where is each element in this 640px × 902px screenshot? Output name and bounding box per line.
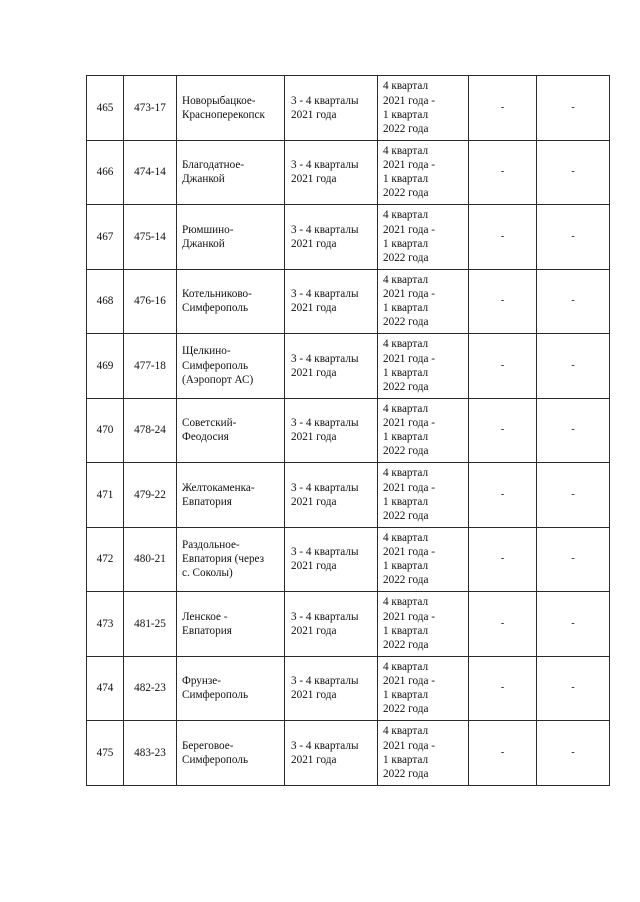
row-number-cell <box>87 527 124 592</box>
route-code-cell <box>124 463 177 528</box>
route-name: Благодатное- Джанкой <box>182 159 245 186</box>
route-name: Советский- Феодосия <box>182 417 237 444</box>
column-b-value: - <box>571 359 575 371</box>
period: 3 - 4 кварталы 2021 года <box>291 546 359 573</box>
column-b-value: - <box>571 553 575 565</box>
column-a-cell <box>469 463 537 528</box>
route-code: 480-21 <box>134 553 166 566</box>
route-name: Новорыбацкое- Красноперекопск <box>182 94 265 121</box>
column-a-cell <box>469 656 537 721</box>
column-a-cell <box>469 76 537 141</box>
period-cell <box>285 592 378 657</box>
table-row <box>87 205 610 270</box>
column-a-cell <box>469 140 537 205</box>
deadline: 4 квартал 2021 года - 1 квартал 2022 года <box>383 338 435 393</box>
route-name-cell <box>177 721 285 786</box>
route-code: 476-16 <box>134 295 166 308</box>
row-number: 471 <box>96 488 114 501</box>
row-number-cell <box>87 76 124 141</box>
deadline-cell <box>378 592 469 657</box>
period: 3 - 4 кварталы 2021 года <box>291 159 359 186</box>
column-b-cell <box>537 656 610 721</box>
row-number-cell <box>87 656 124 721</box>
period-cell <box>285 76 378 141</box>
column-b-cell <box>537 592 610 657</box>
column-a-cell <box>469 334 537 399</box>
row-number: 473 <box>96 617 114 630</box>
period-cell <box>285 398 378 463</box>
deadline-cell <box>378 76 469 141</box>
deadline: 4 квартал 2021 года - 1 квартал 2022 года <box>383 144 435 200</box>
period-cell <box>285 656 378 721</box>
row-number: 467 <box>96 230 114 243</box>
row-number: 466 <box>96 166 114 179</box>
column-b-value: - <box>571 424 575 436</box>
table-row <box>87 140 610 205</box>
table-row <box>87 398 610 463</box>
column-a-cell <box>469 398 537 463</box>
route-code-cell <box>124 334 177 399</box>
deadline: 4 квартал 2021 года - 1 квартал 2022 года <box>383 467 435 522</box>
deadline: 4 квартал 2021 года - 1 квартал 2022 года <box>383 273 435 329</box>
route-code-cell <box>124 269 177 334</box>
column-a-value: - <box>500 746 505 758</box>
row-number: 470 <box>96 424 114 437</box>
route-code: 474-14 <box>134 166 166 179</box>
row-number-cell <box>87 334 124 399</box>
route-code-cell <box>124 721 177 786</box>
deadline-cell <box>378 463 469 528</box>
deadline: 4 квартал 2021 года - 1 квартал 2022 года <box>383 80 435 135</box>
route-name-cell <box>177 76 285 141</box>
period: 3 - 4 кварталы 2021 года <box>291 352 359 379</box>
route-name-cell <box>177 592 285 657</box>
column-a-value: - <box>500 617 505 629</box>
column-a-cell <box>469 205 537 270</box>
period-cell <box>285 140 378 205</box>
route-name: Щелкино- Симферополь (Аэропорт АС) <box>182 345 254 386</box>
route-name-cell <box>177 269 285 334</box>
deadline-cell <box>378 334 469 399</box>
column-a-value: - <box>500 553 505 565</box>
route-name-cell <box>177 463 285 528</box>
deadline-cell <box>378 269 469 334</box>
route-name: Раздольное- Евпатория (через с. Соколы) <box>182 538 265 580</box>
table-row <box>87 463 610 528</box>
period: 3 - 4 кварталы 2021 года <box>291 417 359 444</box>
period: 3 - 4 кварталы 2021 года <box>291 739 359 766</box>
routes-table <box>86 75 610 786</box>
period-cell <box>285 463 378 528</box>
column-a-value: - <box>500 424 505 436</box>
column-b-value: - <box>571 617 575 629</box>
column-b-value: - <box>571 746 575 758</box>
column-b-cell <box>537 463 610 528</box>
period: 3 - 4 кварталы 2021 года <box>291 223 359 250</box>
route-name-cell <box>177 205 285 270</box>
column-b-cell <box>537 527 610 592</box>
row-number: 472 <box>96 553 114 566</box>
routes-table-body <box>87 76 610 786</box>
route-code: 483-23 <box>134 746 166 759</box>
row-number-cell <box>87 592 124 657</box>
route-name: Котельниково- Симферополь <box>182 288 252 315</box>
column-b-value: - <box>571 295 575 307</box>
table-row <box>87 656 610 721</box>
route-code: 482-23 <box>134 682 166 695</box>
route-name: Фрунзе- Симферополь <box>182 675 249 702</box>
route-name: Береговое- Симферополь <box>182 739 249 766</box>
column-b-value: - <box>571 101 575 113</box>
route-name: Рюмшино- Джанкой <box>182 223 234 250</box>
deadline: 4 квартал 2021 года - 1 квартал 2022 года <box>383 402 435 458</box>
table-row <box>87 334 610 399</box>
deadline-cell <box>378 656 469 721</box>
table-row <box>87 721 610 786</box>
row-number: 474 <box>96 682 114 695</box>
column-b-cell <box>537 334 610 399</box>
route-code: 479-22 <box>134 488 166 501</box>
table-row <box>87 76 610 141</box>
column-a-cell <box>469 269 537 334</box>
column-b-value: - <box>571 682 575 694</box>
deadline: 4 квартал 2021 года - 1 квартал 2022 года <box>383 660 435 716</box>
column-b-value: - <box>571 166 575 178</box>
table-row <box>87 592 610 657</box>
column-b-value: - <box>571 488 575 500</box>
deadline: 4 квартал 2021 года - 1 квартал 2022 года <box>383 596 435 651</box>
column-b-cell <box>537 721 610 786</box>
route-name: Желтокаменка- Евпатория <box>182 481 255 508</box>
deadline-cell <box>378 140 469 205</box>
route-name-cell <box>177 656 285 721</box>
period-cell <box>285 205 378 270</box>
column-a-cell <box>469 527 537 592</box>
column-b-cell <box>537 76 610 141</box>
route-code-cell <box>124 398 177 463</box>
row-number-cell <box>87 269 124 334</box>
route-code: 477-18 <box>134 359 166 372</box>
period-cell <box>285 721 378 786</box>
route-code-cell <box>124 140 177 205</box>
column-b-cell <box>537 140 610 205</box>
row-number: 465 <box>96 101 114 114</box>
route-code: 475-14 <box>134 230 166 243</box>
deadline-cell <box>378 721 469 786</box>
column-a-value: - <box>500 488 505 500</box>
period: 3 - 4 кварталы 2021 года <box>291 675 359 702</box>
column-a-value: - <box>500 682 505 694</box>
period-cell <box>285 269 378 334</box>
route-code-cell <box>124 656 177 721</box>
route-code-cell <box>124 205 177 270</box>
column-a-value: - <box>500 230 505 242</box>
route-name-cell <box>177 334 285 399</box>
row-number: 468 <box>96 295 114 308</box>
route-name-cell <box>177 527 285 592</box>
table-row <box>87 269 610 334</box>
row-number-cell <box>87 721 124 786</box>
period: 3 - 4 кварталы 2021 года <box>291 288 359 315</box>
route-name: Ленское - Евпатория <box>182 610 232 637</box>
column-b-cell <box>537 205 610 270</box>
deadline-cell <box>378 527 469 592</box>
row-number-cell <box>87 398 124 463</box>
column-b-cell <box>537 269 610 334</box>
column-b-value: - <box>571 230 575 242</box>
period-cell <box>285 334 378 399</box>
row-number: 469 <box>96 359 114 372</box>
column-a-value: - <box>500 166 505 178</box>
route-code-cell <box>124 527 177 592</box>
deadline: 4 квартал 2021 года - 1 квартал 2022 года <box>383 725 435 780</box>
route-code-cell <box>124 76 177 141</box>
period-cell <box>285 527 378 592</box>
column-a-cell <box>469 721 537 786</box>
column-a-value: - <box>500 295 505 307</box>
table-row <box>87 527 610 592</box>
deadline-cell <box>378 205 469 270</box>
route-name-cell <box>177 398 285 463</box>
column-a-value: - <box>500 101 505 113</box>
route-code: 481-25 <box>134 617 166 630</box>
row-number: 475 <box>96 746 114 759</box>
deadline-cell <box>378 398 469 463</box>
row-number-cell <box>87 463 124 528</box>
column-a-value: - <box>500 359 505 371</box>
column-a-cell <box>469 592 537 657</box>
deadline: 4 квартал 2021 года - 1 квартал 2022 года <box>383 531 435 587</box>
period: 3 - 4 кварталы 2021 года <box>291 94 359 121</box>
route-code-cell <box>124 592 177 657</box>
period: 3 - 4 кварталы 2021 года <box>291 610 359 637</box>
column-b-cell <box>537 398 610 463</box>
route-code: 473-17 <box>134 101 166 114</box>
route-code: 478-24 <box>134 424 166 437</box>
deadline: 4 квартал 2021 года - 1 квартал 2022 года <box>383 209 435 264</box>
period: 3 - 4 кварталы 2021 года <box>291 481 359 508</box>
row-number-cell <box>87 140 124 205</box>
row-number-cell <box>87 205 124 270</box>
route-name-cell <box>177 140 285 205</box>
